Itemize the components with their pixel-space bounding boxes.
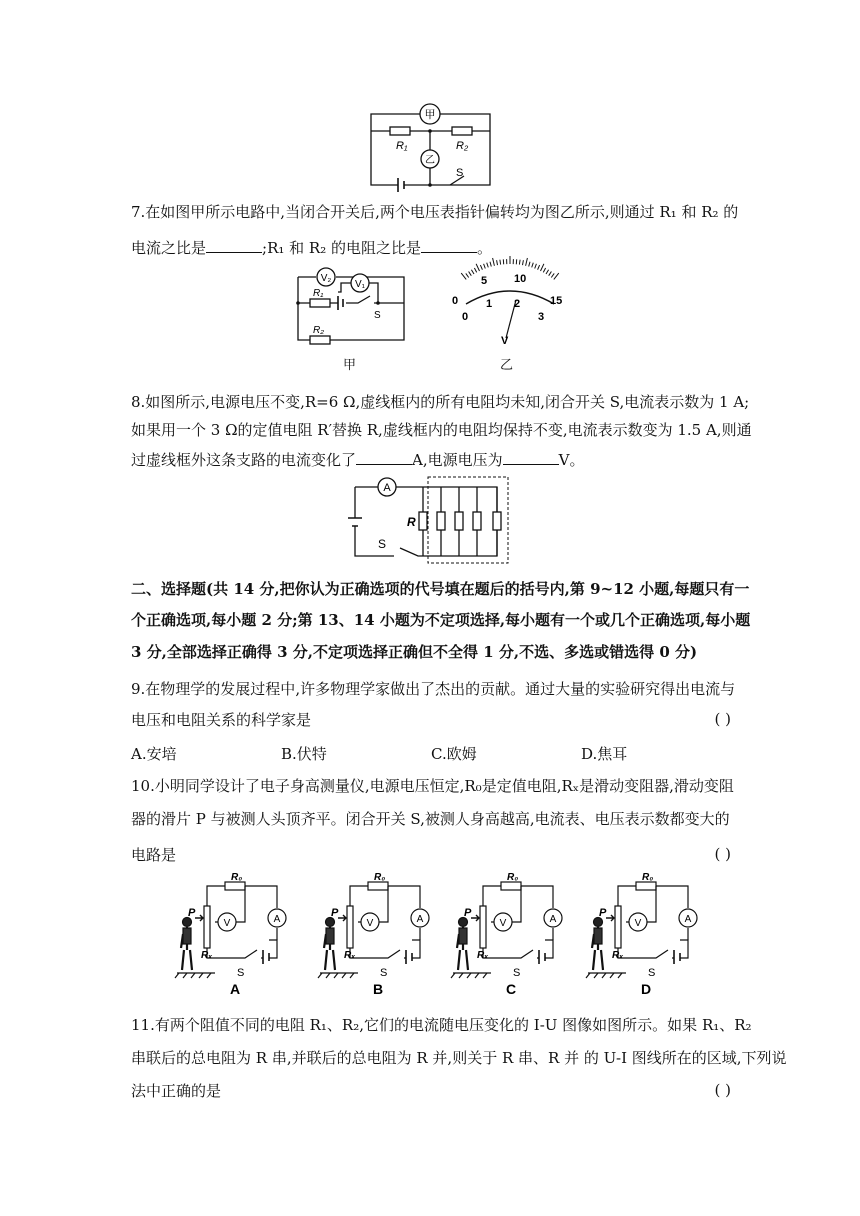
- ammeter-label: A: [549, 914, 557, 925]
- q8-line3-b: A,电源电压为: [412, 451, 503, 469]
- switch-label: S: [648, 967, 656, 979]
- switch-label: S: [237, 967, 245, 979]
- dial-tick: [487, 263, 489, 268]
- answer-blank[interactable]: [206, 238, 262, 253]
- r1-label: R₁: [313, 288, 324, 299]
- slider-p-label: P: [464, 907, 472, 919]
- option-label: D: [640, 981, 652, 997]
- q9-option-a[interactable]: A.安培: [131, 745, 177, 763]
- q8-line3-c: V。: [558, 451, 585, 469]
- dial-tick: [519, 260, 520, 265]
- slider-p-label: P: [331, 907, 339, 919]
- dial-tick: [476, 264, 479, 271]
- voltmeter-label: V: [499, 918, 507, 929]
- r0-label: R₀: [507, 872, 519, 883]
- voltmeter-label: V: [223, 918, 231, 929]
- q11-answer-paren[interactable]: ( ): [714, 1081, 731, 1099]
- outer-tick-5: 5: [481, 275, 488, 287]
- option-label: A: [229, 981, 241, 997]
- q8-line3-a: 过虚线框外这条支路的电流变化了: [131, 451, 357, 469]
- q7-circuit-jia: [296, 266, 406, 348]
- q10-line3: 电路是: [131, 846, 177, 864]
- switch-label: S: [456, 167, 464, 179]
- dial-tick: [535, 264, 537, 269]
- r2-label: R₂: [313, 325, 325, 336]
- dial-tick: [469, 272, 472, 276]
- q7-line2: [131, 238, 731, 258]
- q8-line2: 如果用一个 3 Ω的定值电阻 R′替换 R,虚线框内的电阻均保持不变,电流表示数变为 1.5 A,则通: [131, 421, 752, 439]
- voltmeter-label: V: [366, 918, 374, 929]
- dial-tick: [526, 258, 528, 266]
- rx-label: Rₓ: [344, 950, 356, 961]
- q7-voltmeter-dial: [446, 270, 566, 350]
- inner-tick-3: 3: [538, 311, 545, 323]
- ammeter-label: A: [383, 482, 391, 494]
- r0-label: R₀: [642, 872, 654, 883]
- fig-yi-caption: 乙: [500, 358, 514, 373]
- slider-p-label: P: [188, 907, 196, 919]
- q9-line1: 9.在物理学的发展过程中,许多物理学家做出了杰出的贡献。通过大量的实验研究得出电流与: [131, 680, 736, 698]
- dial-tick: [549, 272, 552, 276]
- dial-tick: [471, 270, 474, 274]
- answer-blank[interactable]: [421, 238, 477, 253]
- r2-label: R₂: [456, 140, 469, 152]
- option-label: C: [505, 981, 517, 997]
- ammeter-label: A: [416, 914, 424, 925]
- ammeter-label: A: [273, 914, 281, 925]
- q10-circuit-option-c[interactable]: [451, 872, 571, 998]
- r0-label: R₀: [231, 872, 243, 883]
- meter-yi-label: 乙: [425, 155, 435, 166]
- q10-circuit-option-d[interactable]: [586, 872, 706, 998]
- unit-label: V: [501, 335, 509, 347]
- q8-line3: [131, 450, 731, 470]
- q9-line2: 电压和电阻关系的科学家是: [131, 711, 312, 729]
- r-label: R: [407, 515, 416, 529]
- voltmeter-label: V: [634, 918, 642, 929]
- dial-tick: [484, 264, 486, 269]
- q7-line1: 7.在如图甲所示电路中,当闭合开关后,两个电压表指针偏转均为图乙所示,则通过 R₁ 和 R₂ 的: [131, 203, 739, 221]
- dial-tick: [532, 263, 534, 268]
- q9-answer-paren[interactable]: ( ): [714, 710, 731, 728]
- dial-tick: [541, 264, 544, 271]
- q8-line1: 8.如图所示,电源电压不变,R=6 Ω,虚线框内的所有电阻均未知,闭合开关 S,电流表示数为 1 A;: [131, 393, 750, 411]
- dial-tick: [480, 265, 482, 270]
- q9-option-c[interactable]: C.欧姆: [431, 745, 477, 763]
- q10-line2: 器的滑片 P 与被测人头顶齐平。闭合开关 S,被测人身高越高,电流表、电压表示数都变大的: [131, 810, 730, 828]
- top-circuit-diagram: [368, 100, 493, 190]
- fig-jia-caption: 甲: [343, 358, 357, 373]
- dial-tick: [500, 260, 501, 265]
- slider-p-label: P: [599, 907, 607, 919]
- v1-label: V₁: [354, 279, 366, 290]
- dial-tick: [546, 270, 549, 274]
- dial-tick: [466, 273, 469, 277]
- inner-tick-2: 2: [514, 298, 521, 310]
- rx-label: Rₓ: [477, 950, 489, 961]
- q7-line2-b: ;R₁ 和 R₂ 的电阻之比是: [262, 239, 421, 257]
- dial-tick: [529, 262, 530, 267]
- switch-label: S: [380, 967, 388, 979]
- q9-option-b[interactable]: B.伏特: [281, 745, 327, 763]
- q10-circuit-option-b[interactable]: [318, 872, 438, 998]
- inner-tick-1: 1: [486, 298, 493, 310]
- dial-tick: [554, 273, 559, 279]
- dial-tick: [538, 265, 540, 270]
- dial-tick: [497, 260, 498, 265]
- answer-blank[interactable]: [503, 450, 559, 465]
- switch-label: S: [513, 967, 521, 979]
- v2-label: V₂: [320, 273, 332, 284]
- r1-label: R₁: [396, 140, 408, 152]
- section2-line2: 个正确选项,每小题 2 分;第 13、14 小题为不定项选择,每小题有一个或几个正确选项,每小题: [131, 611, 751, 629]
- q11-line2: 串联后的总电阻为 R 串,并联后的总电阻为 R 并,则关于 R 串、R 并 的 U-I 图线所在的区域,下列说: [131, 1049, 787, 1067]
- dial-tick: [543, 268, 545, 272]
- q8-circuit-diagram: [350, 474, 510, 566]
- q9-option-d[interactable]: D.焦耳: [581, 745, 628, 763]
- switch-label: S: [378, 537, 387, 551]
- answer-blank[interactable]: [356, 450, 412, 465]
- q11-line1: 11.有两个阻值不同的电阻 R₁、R₂,它们的电流随电压变化的 I-U 图像如图所示。如果 R₁、R₂: [131, 1016, 752, 1034]
- dial-tick: [490, 262, 491, 267]
- outer-tick-15: 15: [550, 295, 563, 307]
- section2-line3: 3 分,全部选择正确得 3 分,不定项选择正确但不全得 1 分,不选、多选或错选得 0 分): [131, 643, 698, 661]
- q7-line2-a: 电流之比是: [131, 239, 207, 257]
- meter-jia-label: 甲: [424, 109, 436, 121]
- dial-tick: [523, 260, 524, 265]
- dial-tick: [461, 273, 466, 279]
- q7-line2-c: 。: [477, 239, 493, 257]
- dial-tick: [551, 273, 554, 277]
- dial-tick: [493, 258, 495, 266]
- outer-tick-0: 0: [452, 295, 459, 307]
- section2-line1: 二、选择题(共 14 分,把你认为正确选项的代号填在题后的括号内,第 9~12 小题,每题只有一: [131, 580, 750, 598]
- r0-label: R₀: [374, 872, 386, 883]
- outer-tick-10: 10: [514, 273, 527, 285]
- option-label: B: [372, 981, 384, 997]
- q11-line3: 法中正确的是: [131, 1082, 222, 1100]
- inner-tick-0: 0: [462, 311, 469, 323]
- q10-answer-paren[interactable]: ( ): [714, 845, 731, 863]
- q10-line1: 10.小明同学设计了电子身高测量仪,电源电压恒定,R₀是定值电阻,Rₓ是滑动变阻器,滑动变阻: [131, 777, 734, 795]
- rx-label: Rₓ: [612, 950, 624, 961]
- q10-circuit-option-a[interactable]: [175, 872, 295, 998]
- rx-label: Rₓ: [201, 950, 213, 961]
- switch-label: S: [374, 310, 381, 321]
- ammeter-label: A: [684, 914, 692, 925]
- dial-tick: [474, 268, 476, 272]
